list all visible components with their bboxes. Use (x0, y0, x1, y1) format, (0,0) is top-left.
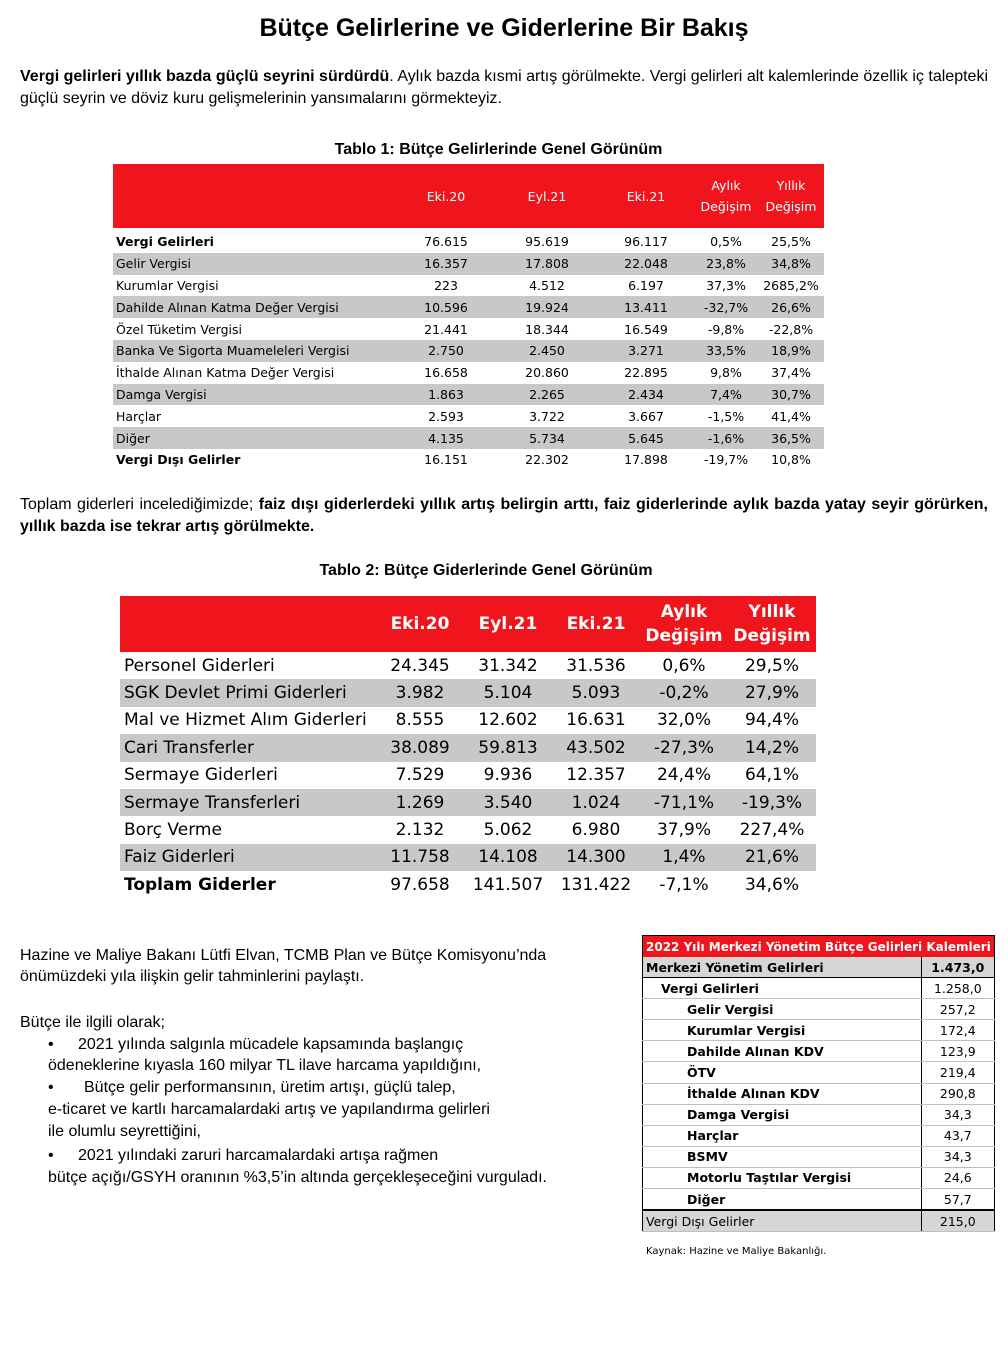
revenue-cell: 26,6% (758, 296, 824, 318)
expense-cell: 21,6% (728, 844, 816, 871)
revenue-cell: 5.734 (496, 427, 598, 449)
revenue-cell: 2.450 (496, 340, 598, 362)
budget-2022-row (643, 1210, 995, 1232)
bullet-2-line-3: ile olumlu seyrettiğini, (48, 1123, 201, 1140)
revenue-cell: 22.048 (598, 253, 694, 275)
revenue-row (113, 296, 824, 318)
expense-row-label: Faiz Giderleri (120, 844, 376, 871)
revenue-row-label: Damga Vergisi (113, 384, 396, 406)
bullet-2-line-1: Bütçe gelir performansının, üretim artışı, güçlü talep, (84, 1079, 456, 1096)
expense-cell: 2.132 (395, 820, 445, 841)
expense-cell: 27,9% (728, 679, 816, 706)
budget-2022-label: Vergi Dışı Gelirler (643, 1210, 922, 1232)
budget-2022-table (642, 935, 995, 1232)
revenue-row-label: İthalde Alınan Katma Değer Vergisi (116, 365, 335, 381)
revenue-header-col: Eki.21 (598, 164, 694, 228)
expense-cell: 12.602 (478, 710, 538, 731)
revenue-row (113, 228, 824, 253)
bullet-2-line-2: e-ticaret ve kartlı harcamalardaki artış ve yapılandırma gelirleri (48, 1101, 490, 1118)
expense-bold-text: faiz dışı giderlerdeki yıllık artış belirgin arttı, faiz giderlerinde aylık bazda yatay seyir görürken, yıllık bazda ise tekrar artış görülmekte. (20, 496, 988, 535)
bullet-1-line-2: ödeneklerine kıyasla 160 milyar TL ilave harcama yapıldığını, (48, 1057, 482, 1074)
expense-cell: 14.108 (464, 844, 552, 871)
budget-2022-label: Damga Vergisi (643, 1104, 922, 1125)
expense-header-col: Eki.20 (376, 596, 464, 652)
budget-2022-value: 172,4 (921, 1020, 994, 1041)
budget-2022-label: BSMV (643, 1146, 922, 1167)
bottom-line-1: Hazine ve Maliye Bakanı Lütfi Elvan, TCMB Plan ve Bütçe Komisyonu’nda (20, 947, 547, 964)
revenue-cell: 21.441 (424, 321, 468, 337)
revenue-row (113, 362, 824, 384)
revenue-cell: -19,7% (703, 452, 749, 468)
revenue-cell: -1,6% (694, 427, 758, 449)
expense-cell: 12.357 (566, 765, 626, 786)
expense-table (120, 596, 816, 899)
revenue-cell: 2.265 (496, 384, 598, 406)
expense-cell: 11.758 (376, 844, 464, 871)
revenue-cell: 9,8% (710, 365, 742, 381)
budget-2022-row (643, 1125, 995, 1146)
budget-2022-value: 290,8 (921, 1083, 994, 1104)
budget-2022-row (643, 999, 995, 1020)
expense-cell: 34,6% (744, 874, 799, 895)
bullet-icon: • (48, 1147, 54, 1164)
expense-cell: 14.300 (552, 844, 640, 871)
revenue-cell: -9,8% (707, 321, 745, 337)
expense-cell: 14,2% (728, 734, 816, 761)
expense-cell: 5.104 (464, 679, 552, 706)
revenue-cell: -1,5% (707, 408, 745, 424)
budget-2022-value: 43,7 (921, 1125, 994, 1146)
budget-2022-row (643, 978, 995, 999)
revenue-cell: 0,5% (710, 234, 742, 250)
revenue-cell: 7,4% (694, 384, 758, 406)
expense-row (120, 734, 816, 761)
revenue-cell: 2.750 (396, 340, 496, 362)
budget-2022-row (643, 1041, 995, 1062)
revenue-cell: 3.722 (529, 408, 565, 424)
revenue-row-label: Harçlar (116, 408, 162, 424)
revenue-cell: 1.863 (396, 384, 496, 406)
revenue-cell: 16.658 (424, 365, 468, 381)
bottom-intro: Bütçe ile ilgili olarak; (20, 1014, 165, 1031)
expense-row-label: Toplam Giderler (124, 874, 276, 895)
bullet-3-line-2: bütçe açığı/GSYH oranının %3,5’in altında gerçekleşeceğini vurguladı. (48, 1169, 547, 1186)
revenue-cell: 36,5% (758, 427, 824, 449)
expense-cell: 24.345 (390, 655, 450, 676)
revenue-row (113, 384, 824, 406)
revenue-header-col: Yıllık Değişim (758, 164, 824, 228)
expense-cell: 8.555 (395, 710, 445, 731)
expense-cell: -0,2% (640, 679, 728, 706)
intro-text: . Aylık bazda kısmi artış görülmekte. Vergi gelirleri alt kalemlerinde özellik iç talepteki güçlü seyrin ve döviz kuru gelişmelerinin yansımalarını görmekteyiz. (20, 68, 989, 107)
revenue-cell: 34,8% (758, 253, 824, 275)
revenue-table (113, 164, 824, 471)
budget-2022-label: Motorlu Taştılar Vergisi (643, 1167, 922, 1188)
revenue-row-label: Vergi Gelirleri (116, 234, 214, 250)
expense-cell: 59.813 (464, 734, 552, 761)
expense-row (120, 679, 816, 706)
revenue-cell: 20.860 (525, 365, 569, 381)
budget-2022-value: 219,4 (921, 1062, 994, 1083)
budget-2022-value: 24,6 (921, 1167, 994, 1188)
budget-2022-label: Gelir Vergisi (643, 999, 922, 1020)
expense-row (120, 762, 816, 789)
revenue-header-label (113, 164, 396, 228)
revenue-cell: 18,9% (758, 340, 824, 362)
revenue-cell: 17.898 (624, 452, 668, 468)
expense-text: Toplam giderleri incelediğimizde; (20, 496, 259, 513)
budget-2022-value: 1.258,0 (921, 978, 994, 999)
budget-2022-label: Merkezi Yönetim Gelirleri (643, 957, 922, 978)
expense-cell: 1.269 (376, 789, 464, 816)
budget-2022-row (643, 1020, 995, 1041)
expense-cell: 37,9% (656, 820, 711, 841)
revenue-cell: 25,5% (771, 234, 811, 250)
revenue-row (113, 340, 824, 362)
revenue-cell: 10.596 (396, 296, 496, 318)
revenue-cell: 16.357 (396, 253, 496, 275)
expense-row-label: Sermaye Giderleri (124, 765, 278, 786)
revenue-cell: 22.302 (525, 452, 569, 468)
revenue-table-header (113, 164, 824, 228)
revenue-cell: 6.197 (628, 277, 664, 293)
revenue-cell: 2.593 (428, 408, 464, 424)
expense-cell: 32,0% (656, 710, 711, 731)
revenue-cell: 33,5% (694, 340, 758, 362)
revenue-cell: 22.895 (624, 365, 668, 381)
expense-row-label: Cari Transferler (120, 734, 376, 761)
bullet-3-line-1: 2021 yılındaki zaruri harcamalardaki artışa rağmen (78, 1147, 439, 1164)
expense-cell: 227,4% (739, 820, 805, 841)
revenue-cell: 18.344 (525, 321, 569, 337)
expense-header-col: Aylık Değişim (640, 596, 728, 652)
expense-header-col: Eyl.21 (464, 596, 552, 652)
expense-cell: 31.342 (478, 655, 538, 676)
bullet-icon: • (48, 1036, 54, 1053)
expense-cell: 1.024 (552, 789, 640, 816)
budget-2022-row (643, 1146, 995, 1167)
revenue-cell: -32,7% (694, 296, 758, 318)
bullet-icon: • (48, 1079, 54, 1096)
expense-cell: 16.631 (566, 710, 626, 731)
revenue-cell: 4.512 (529, 277, 565, 293)
revenue-cell: 13.411 (598, 296, 694, 318)
expense-cell: 64,1% (744, 765, 799, 786)
budget-2022-value: 123,9 (921, 1041, 994, 1062)
expense-cell: 29,5% (744, 655, 799, 676)
expense-row-label: Borç Verme (124, 820, 222, 841)
budget-2022-header: 2022 Yılı Merkezi Yönetim Bütçe Gelirleri Kalemleri (643, 936, 995, 958)
revenue-header-col: Aylık Değişim (694, 164, 758, 228)
bullet-1-line-1: 2021 yılında salgınla mücadele kapsamında başlangıç (78, 1036, 464, 1053)
revenue-cell: 3.667 (628, 408, 664, 424)
expense-row (120, 652, 816, 679)
expense-cell: 38.089 (376, 734, 464, 761)
bottom-line-2: önümüzdeki yıla ilişkin gelir tahminlerini paylaştı. (20, 968, 365, 985)
expense-row (120, 844, 816, 871)
expense-cell: -7,1% (659, 874, 709, 895)
expense-cell: -19,3% (728, 789, 816, 816)
expense-row-label: SGK Devlet Primi Giderleri (120, 679, 376, 706)
expense-header-col: Eki.21 (552, 596, 640, 652)
expense-cell: 6.980 (571, 820, 621, 841)
budget-2022-label: Kurumlar Vergisi (643, 1020, 922, 1041)
revenue-row-label: Kurumlar Vergisi (116, 277, 219, 293)
source-note: Kaynak: Hazine ve Maliye Bakanlığı. (646, 1246, 827, 1257)
expense-cell: 141.507 (472, 874, 544, 895)
expense-row-label: Mal ve Hizmet Alım Giderleri (124, 710, 367, 731)
revenue-row-label: Diğer (113, 427, 396, 449)
revenue-cell: 41,4% (771, 408, 811, 424)
budget-2022-value: 34,3 (921, 1104, 994, 1125)
expense-row (120, 707, 816, 734)
expense-header-label (120, 596, 376, 652)
budget-2022-value: 1.473,0 (921, 957, 994, 978)
revenue-row-label: Özel Tüketim Vergisi (116, 321, 242, 337)
revenue-cell: 37,4% (771, 365, 811, 381)
revenue-cell: 2.434 (598, 384, 694, 406)
expense-table-header (120, 596, 816, 652)
expense-cell: 3.540 (464, 789, 552, 816)
budget-2022-value: 215,0 (921, 1210, 994, 1232)
budget-2022-row (643, 1189, 995, 1211)
revenue-row-label: Dahilde Alınan Katma Değer Vergisi (113, 296, 396, 318)
revenue-cell: 76.615 (424, 234, 468, 250)
revenue-cell: 96.117 (624, 234, 668, 250)
revenue-header-col: Eyl.21 (496, 164, 598, 228)
revenue-cell: 5.645 (598, 427, 694, 449)
expense-row (120, 789, 816, 816)
expense-cell: 5.062 (483, 820, 533, 841)
expense-cell: -71,1% (640, 789, 728, 816)
budget-2022-row (643, 1167, 995, 1188)
budget-2022-value: 57,7 (921, 1189, 994, 1211)
intro-bold-text: Vergi gelirleri yıllık bazda güçlü seyrini sürdürdü (20, 68, 390, 85)
intro-paragraph (20, 66, 988, 109)
expense-paragraph (20, 494, 988, 537)
table2-caption: Tablo 2: Bütçe Giderlerinde Genel Görünüm (319, 562, 653, 579)
expense-cell: 5.093 (552, 679, 640, 706)
revenue-cell: 19.924 (496, 296, 598, 318)
expense-cell: 1,4% (640, 844, 728, 871)
revenue-cell: 4.135 (396, 427, 496, 449)
revenue-row (113, 449, 824, 471)
revenue-cell: 16.151 (424, 452, 468, 468)
revenue-cell: 2685,2% (763, 277, 819, 293)
revenue-header-col: Eki.20 (396, 164, 496, 228)
expense-cell: 7.529 (395, 765, 445, 786)
expense-cell: 31.536 (566, 655, 626, 676)
revenue-cell: 95.619 (525, 234, 569, 250)
expense-cell: 24,4% (656, 765, 711, 786)
budget-2022-value: 257,2 (921, 999, 994, 1020)
revenue-row (113, 275, 824, 297)
budget-2022-row (643, 957, 995, 978)
revenue-row-label: Vergi Dışı Gelirler (116, 452, 241, 468)
revenue-cell: 3.271 (598, 340, 694, 362)
expense-row (120, 816, 816, 843)
revenue-cell: 223 (434, 277, 458, 293)
expense-header-col: Yıllık Değişim (728, 596, 816, 652)
budget-2022-row (643, 1062, 995, 1083)
expense-row-label: Personel Giderleri (124, 655, 275, 676)
expense-cell: 131.422 (560, 874, 632, 895)
budget-2022-label: İthalde Alınan KDV (643, 1083, 922, 1104)
expense-cell: 43.502 (552, 734, 640, 761)
revenue-cell: 17.808 (496, 253, 598, 275)
revenue-cell: 16.549 (624, 321, 668, 337)
revenue-cell: 37,3% (706, 277, 746, 293)
expense-row (120, 871, 816, 898)
budget-2022-value: 34,3 (921, 1146, 994, 1167)
revenue-cell: 30,7% (758, 384, 824, 406)
revenue-row (113, 253, 824, 275)
expense-cell: 94,4% (744, 710, 799, 731)
revenue-row (113, 427, 824, 449)
budget-2022-row (643, 1083, 995, 1104)
expense-row-label: Sermaye Transferleri (120, 789, 376, 816)
expense-cell: 0,6% (662, 655, 706, 676)
revenue-cell: 10,8% (771, 452, 811, 468)
budget-2022-label: Dahilde Alınan KDV (643, 1041, 922, 1062)
expense-cell: 97.658 (390, 874, 450, 895)
budget-2022-label: Harçlar (643, 1125, 922, 1146)
revenue-cell: -22,8% (768, 321, 814, 337)
revenue-row (113, 318, 824, 340)
revenue-cell: 23,8% (694, 253, 758, 275)
budget-2022-label: Diğer (643, 1189, 922, 1211)
revenue-row (113, 405, 824, 427)
budget-2022-label: Vergi Gelirleri (643, 978, 922, 999)
budget-2022-label: ÖTV (643, 1062, 922, 1083)
expense-cell: 3.982 (376, 679, 464, 706)
expense-cell: -27,3% (640, 734, 728, 761)
revenue-row-label: Gelir Vergisi (113, 253, 396, 275)
table1-caption: Tablo 1: Bütçe Gelirlerinde Genel Görünüm (334, 141, 663, 158)
budget-2022-row (643, 1104, 995, 1125)
expense-cell: 9.936 (483, 765, 533, 786)
revenue-row-label: Banka Ve Sigorta Muameleleri Vergisi (113, 340, 396, 362)
page-title: Bütçe Gelirlerine ve Giderlerine Bir Bakış (259, 14, 749, 42)
